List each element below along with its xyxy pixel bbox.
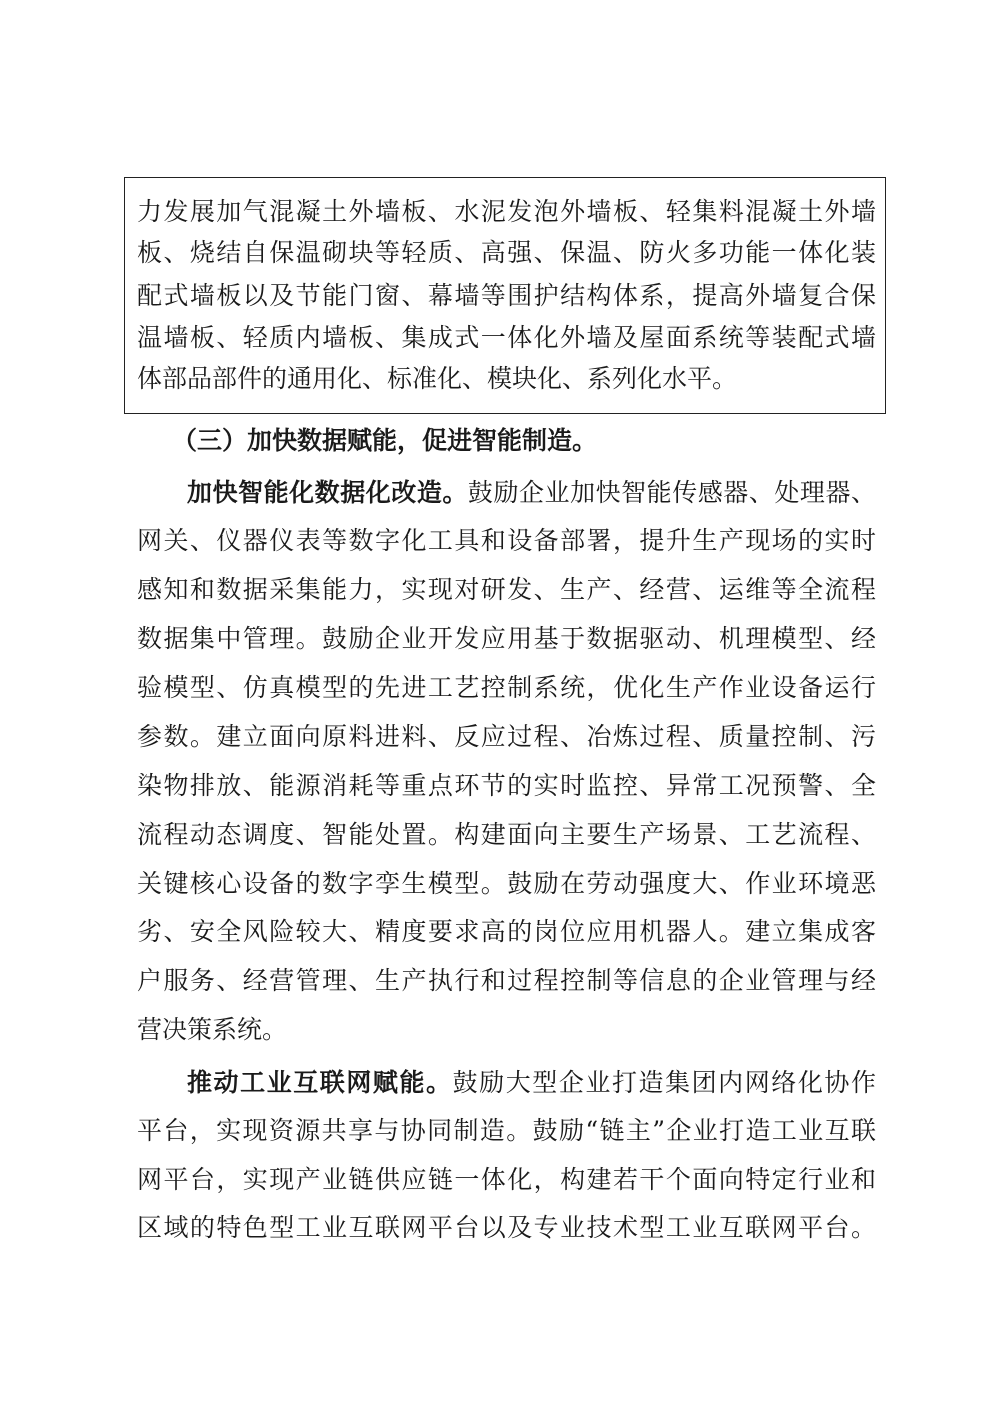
boxed-line: 板、烧结自保温砌块等轻质、高强、保温、防火多功能一体化装 xyxy=(137,238,876,267)
paragraph-line: 营决策系统。 xyxy=(137,1015,288,1044)
paragraph-line: 户服务、经营管理、生产执行和过程控制等信息的企业管理与经 xyxy=(137,966,876,995)
paragraph-line: 流程动态调度、智能处置。构建面向主要生产场景、工艺流程、 xyxy=(137,820,876,849)
paragraph-line: 感知和数据采集能力，实现对研发、生产、经营、运维等全流程 xyxy=(137,575,876,604)
paragraph-first-line xyxy=(187,1066,876,1100)
paragraph-line: 数据集中管理。鼓励企业开发应用基于数据驱动、机理模型、经 xyxy=(137,624,876,653)
boxed-line: 体部品部件的通用化、标准化、模块化、系列化水平。 xyxy=(137,364,738,393)
paragraph-line: 关键核心设备的数字孪生模型。鼓励在劳动强度大、作业环境恶 xyxy=(137,869,876,898)
paragraph-text: 鼓励企业加快智能传感器、处理器、 xyxy=(467,478,876,507)
paragraph-first-line xyxy=(187,476,876,510)
paragraph-line: 染物排放、能源消耗等重点环节的实时监控、异常工况预警、全 xyxy=(137,771,876,800)
boxed-line: 力发展加气混凝土外墙板、水泥发泡外墙板、轻集料混凝土外墙 xyxy=(137,197,876,226)
paragraph-lead: 推动工业互联网赋能。 xyxy=(187,1068,453,1097)
boxed-line: 温墙板、轻质内墙板、集成式一体化外墙及屋面系统等装配式墙 xyxy=(137,323,876,352)
paragraph-text: 鼓励大型企业打造集团内网络化协作 xyxy=(452,1068,876,1097)
paragraph-line: 区域的特色型工业互联网平台以及专业技术型工业互联网平台。 xyxy=(137,1213,876,1242)
paragraph-line: 参数。建立面向原料进料、反应过程、冶炼过程、质量控制、污 xyxy=(137,722,876,751)
paragraph-line: 平台，实现资源共享与协同制造。鼓励“链主”企业打造工业互联 xyxy=(137,1116,876,1145)
paragraph-line: 网平台，实现产业链供应链一体化，构建若干个面向特定行业和 xyxy=(137,1165,876,1194)
boxed-line: 配式墙板以及节能门窗、幕墙等围护结构体系，提高外墙复合保 xyxy=(137,281,876,310)
paragraph-line: 劣、安全风险较大、精度要求高的岗位应用机器人。建立集成客 xyxy=(137,917,876,946)
section-heading: （三）加快数据赋能，促进智能制造。 xyxy=(172,426,598,455)
paragraph-line: 网关、仪器仪表等数字化工具和设备部署，提升生产现场的实时 xyxy=(137,526,876,555)
paragraph-lead: 加快智能化数据化改造。 xyxy=(187,478,468,507)
paragraph-line: 验模型、仿真模型的先进工艺控制系统，优化生产作业设备运行 xyxy=(137,673,876,702)
